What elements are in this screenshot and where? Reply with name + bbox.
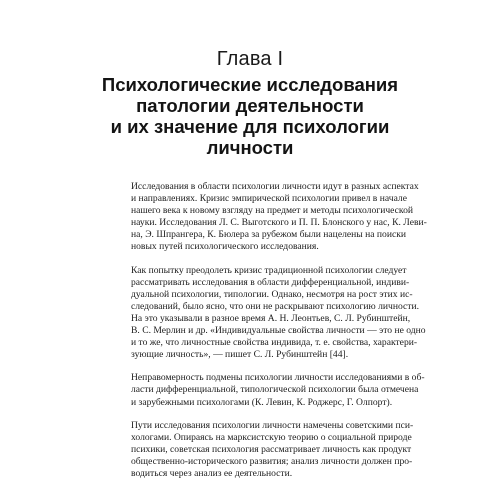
text-line: и то же, что личностные свойства индивида, т. е. свойства, характери- xyxy=(131,337,418,349)
chapter-title-line: и их значение для психологии xyxy=(110,116,390,137)
paragraph-3 xyxy=(131,372,425,408)
chapter-title-line: патологии деятельности xyxy=(136,95,364,116)
text-line: Пути исследования психологии личности намечены советскими пси- xyxy=(131,419,414,431)
text-line: новых путей психологического исследования. xyxy=(131,241,319,253)
text-line: Как попытку преодолеть кризис традиционной психологии следует xyxy=(131,264,407,276)
text-line: Исследования в области психологии личности идут в разных аспектах xyxy=(131,181,419,192)
text-line: и зарубежными психологами (К. Левин, К. Роджерс, Г. Олпорт). xyxy=(131,396,393,408)
text-line: дуальной психологии, типологии. Однако, несмотря на рост этих ис- xyxy=(131,288,413,300)
text-line: зующие личность», — пишет С. Л. Рубинштейн [44]. xyxy=(131,349,349,361)
text-line: психики, советская психология рассматривает личность как продукт xyxy=(131,443,412,455)
text-line: следований, было ясно, что они не раскрывают психологию личности. xyxy=(131,300,420,312)
text-line: хологами. Опираясь на марксистскую теорию о социальной природе xyxy=(131,431,412,443)
paragraph-2 xyxy=(131,264,426,362)
chapter-title-line: Психологические исследования xyxy=(101,74,399,95)
body-text xyxy=(131,181,427,491)
paragraph-1 xyxy=(131,181,427,254)
text-line: На это указывали в разное время А. Н. Леонтьев, С. Л. Рубинштейн, xyxy=(131,312,411,324)
text-line: В. С. Мерлин и др. «Индивидуальные свойства личности — это не одно xyxy=(131,325,426,337)
text-line: и направлениях. Кризис эмпирической психологии привел в начале xyxy=(131,193,407,205)
chapter-label: Глава I xyxy=(216,48,284,70)
text-line: ласти дифференциальной, типологической психологии была отмечена xyxy=(131,384,419,396)
paragraph-4 xyxy=(131,419,414,480)
text-line: водиться через анализ ее деятельности. xyxy=(131,467,293,479)
text-line: общественно-исторического развития; анализ личности должен про- xyxy=(131,455,413,467)
chapter-title xyxy=(0,74,500,158)
text-line: рассматривать исследования в области дифференциальной, индиви- xyxy=(131,276,410,288)
text-line: нашего века к новому взгляду на предмет и методы психологической xyxy=(131,205,414,217)
chapter-title-line: личности xyxy=(206,137,294,158)
text-line: Неправомерность подмены психологии личности исследованиями в об- xyxy=(131,372,425,384)
text-line: науки. Исследования Л. С. Выготского и П. П. Блонского у нас, К. Леви- xyxy=(131,217,427,229)
text-line: на, Э. Шпрангера, К. Бюлера за рубежом были нацелены на поиски xyxy=(131,229,407,241)
